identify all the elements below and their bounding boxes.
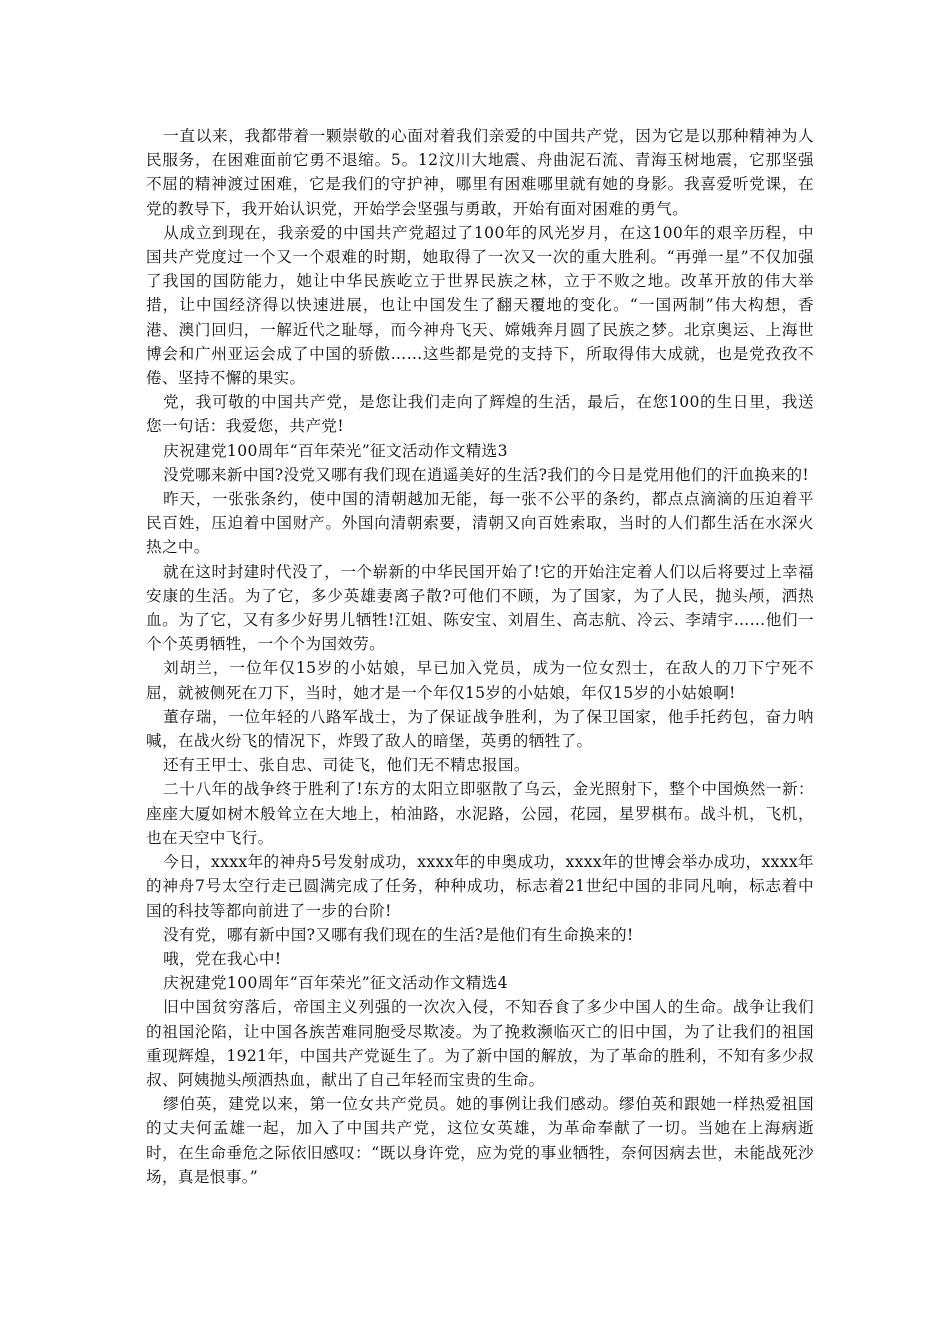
paragraph-yesterday: 昨天，一张张条约，使中国的清朝越加无能，每一张不公平的条约，都点点滴滴的压迫着平民百姓，压迫着中国财产。外国向清朝索要，清朝又向百姓索取，当时的人们都生活在水深火热之中。 bbox=[146, 490, 814, 557]
paragraph-closing: 党，我可敬的中国共产党，是您让我们走向了辉煌的生活，最后，在您100的生日里，我送您一句话：我爱您，共产党! bbox=[146, 393, 814, 436]
paragraph-victory: 二十八年的战争终于胜利了!东方的太阳立即驱散了乌云，金光照射下，整个中国焕然一新：座座大厦如树木般耸立在大地上，柏油路，水泥路，公园，花园，星罗棋布。战斗机，飞机，也在天空中飞行。 bbox=[146, 780, 814, 847]
paragraph-miao-boying: 缪伯英，建党以来，第一位女共产党员。她的事例让我们感动。缪伯英和跟她一样热爱祖国的丈夫何孟雄一起，加入了中国共产党，这位女英雄，为革命奉献了一切。当她在上海病逝时，在生命垂危之际依旧感叹：“既以身许党，应为党的事业牺牲，奈何因病去世，未能战死沙场，真是恨事。” bbox=[146, 1095, 814, 1186]
paragraph-no-party: 没有党，哪有新中国?又哪有我们现在的生活?是他们有生命换来的! bbox=[163, 925, 634, 944]
document-body bbox=[146, 124, 814, 1189]
paragraph-in-my-heart: 哦，党在我心中! bbox=[163, 949, 282, 968]
paragraph-today: 今日，xxxx年的神舟5号发射成功，xxxx年的申奥成功，xxxx年的世博会举办成功，xxxx年的神舟7号太空行走已圆满完成了任务，种种成功，标志着21世纪中国的非同凡响，标志着中国的科技等都向前进了一步的台阶! bbox=[146, 853, 814, 920]
section-heading-4: 庆祝建党100周年“百年荣光”征文活动作文精选4 bbox=[163, 974, 508, 993]
section-heading-3: 庆祝建党100周年“百年荣光”征文活动作文精选3 bbox=[163, 441, 508, 460]
paragraph-dong-cunrui: 董存瑞，一位年轻的八路军战士，为了保证战争胜利，为了保卫国家，他手托药包，奋力呐喊，在战火纷飞的情况下，炸毁了敌人的暗堡，英勇的牺牲了。 bbox=[146, 707, 814, 751]
paragraph-liu-hulan: 刘胡兰，一位年仅15岁的小姑娘，早已加入党员，成为一位女烈士，在敌人的刀下宁死不屈，就被侧死在刀下，当时，她才是一个年仅15岁的小姑娘，年仅15岁的小姑娘啊! bbox=[146, 659, 814, 702]
paragraph-republic: 就在这时封建时代没了，一个崭新的中华民国开始了!它的开始注定着人们以后将要过上幸福安康的生活。为了它，多少英雄妻离子散?可他们不顾，为了国家，为了人民，抛头颅，洒热血。为了它，又有多少好男儿牺牲!江姐、陈安宝、刘眉生、高志航、冷云、李靖宇……他们一个个英勇牺牲，一个个为国效劳。 bbox=[146, 562, 814, 654]
paragraph-history: 从成立到现在，我亲爱的中国共产党超过了100年的风光岁月，在这100年的艰辛历程，中国共产党度过一个又一个艰难的时期，她取得了一次又一次的重大胜利。“再弹一星”不仅加强了我国的国防能力，她让中华民族屹立于世界民族之林，立于不败之地。改革开放的伟大举措，让中国经济得以快速进展，也让中国发生了翻天覆地的变化。“一国两制”伟大构想，香港、澳门回归，一解近代之耻辱，而今神舟飞天、嫦娥奔月圆了民族之梦。北京奥运、上海世博会和广州亚运会成了中国的骄傲……这些都是党的支持下，所取得伟大成就，也是党孜孜不倦、坚持不懈的果实。 bbox=[146, 223, 814, 388]
paragraph-old-china: 旧中国贫穷落后，帝国主义列强的一次次入侵，不知吞食了多少中国人的生命。战争让我们的祖国沦陷，让中国各族苦难同胞受尽欺凌。为了挽救濒临灭亡的旧中国，为了让我们的祖国重现辉煌，1921年，中国共产党诞生了。为了新中国的解放，为了革命的胜利，不知有多少叔叔、阿姨抛头颅洒热血，献出了自己年轻而宝贵的生命。 bbox=[146, 998, 814, 1089]
paragraph-intro: 一直以来，我都带着一颗崇敬的心面对着我们亲爱的中国共产党，因为它是以那种精神为人民服务，在困难面前它勇不退缩。5。12汶川大地震、舟曲泥石流、青海玉树地震，它那坚强不屈的精神渡过困难，它是我们的守护神，哪里有困难哪里就有她的身影。我喜爱听党课，在党的教导下，我开始认识党，开始学会坚强与勇敢，开始有面对困难的勇气。 bbox=[146, 127, 814, 218]
paragraph-heroes: 还有王甲士、张自忠、司徒飞，他们无不精忠报国。 bbox=[163, 756, 530, 775]
paragraph-question: 没党哪来新中国?没党又哪有我们现在逍遥美好的生活?我们的今日是党用他们的汗血换来的! bbox=[163, 465, 809, 484]
